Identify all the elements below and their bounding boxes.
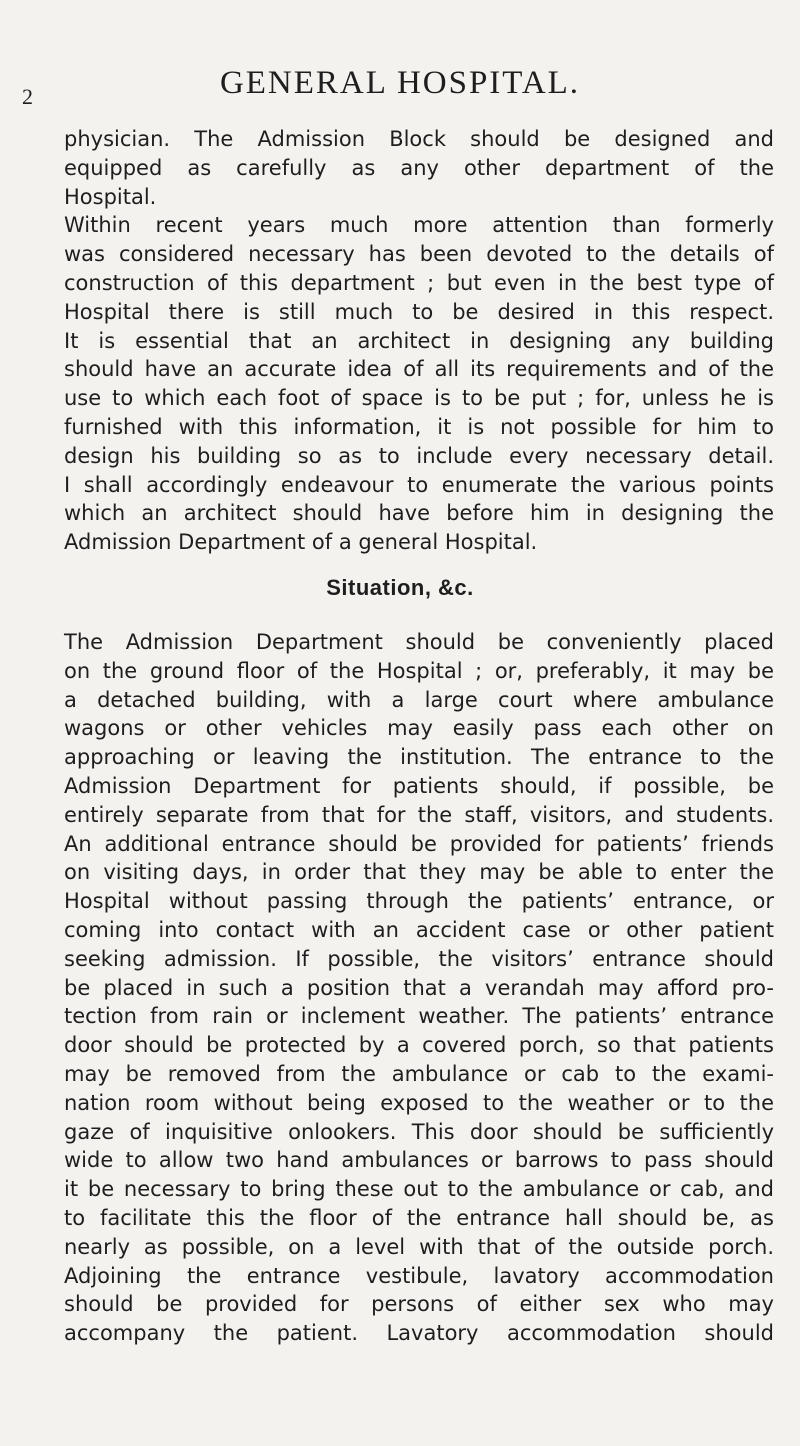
text-line: The Admission Department should be conveniently placed xyxy=(64,630,774,654)
text-line: An additional entrance should be provided for patients’ friends xyxy=(64,831,774,856)
text-line: design his building so as to include every necessary detail. xyxy=(64,443,774,468)
running-head: GENERAL HOSPITAL. xyxy=(219,65,581,101)
text-line: gaze of inquisitive onlookers. This door should be sufficiently xyxy=(64,1119,774,1144)
text-line: Within recent years much more attention than formerly xyxy=(64,213,774,238)
text-line: wide to allow two hand ambulances or barrows to pass should xyxy=(64,1148,774,1173)
text-line: wagons or other vehicles may easily pass each other on xyxy=(64,716,774,741)
text-line: should have an accurate idea of all its requirements and of the xyxy=(64,357,774,382)
text-line: door should be protected by a covered porch, so that patients xyxy=(64,1033,774,1058)
text-line: nearly as possible, on a level with that of the outside porch. xyxy=(64,1234,774,1259)
text-line: Admission Department of a general Hospital. xyxy=(64,530,538,555)
text-line: furnished with this information, it is not possible for him to xyxy=(64,414,774,439)
text-line: Admission Department for patients should, if possible, be xyxy=(64,773,774,798)
text-line: it be necessary to bring these out to the ambulance or cab, and xyxy=(64,1177,774,1202)
page-number: 2 xyxy=(22,84,33,109)
text-line: Hospital. xyxy=(64,184,157,209)
text-line: coming into contact with an accident case or other patient xyxy=(64,917,774,942)
text-line: on the ground floor of the Hospital ; or, preferably, it may be xyxy=(64,658,774,683)
text-line: Adjoining the entrance vestibule, lavatory accommodation xyxy=(64,1263,774,1288)
text-line: physician. The Admission Block should be designed and xyxy=(64,127,774,151)
text-line: seeking admission. If possible, the visitors’ entrance should xyxy=(64,946,774,971)
text-line: to facilitate this the floor of the entrance hall should be, as xyxy=(64,1205,774,1230)
paragraph-3 xyxy=(64,628,774,1348)
text-line: accompany the patient. Lavatory accommodation should xyxy=(64,1321,774,1346)
text-line: a detached building, with a large court where ambulance xyxy=(64,687,774,712)
text-line: on visiting days, in order that they may be able to enter the xyxy=(64,860,774,885)
text-line: construction of this department ; but even in the best type of xyxy=(64,270,774,295)
text-line: use to which each foot of space is to be put ; for, unless he is xyxy=(64,386,774,411)
text-line: be placed in such a position that a verandah may afford pro- xyxy=(64,975,774,1000)
text-line: tection from rain or inclement weather. The patients’ entrance xyxy=(64,1004,774,1029)
section-heading: Situation, &c. xyxy=(326,575,474,600)
text-line: was considered necessary has been devoted to the details of xyxy=(64,242,774,267)
paragraph-1 xyxy=(64,125,774,211)
text-line: equipped as carefully as any other department of the xyxy=(64,155,774,180)
text-line: which an architect should have before him in designing the xyxy=(64,501,774,526)
text-line: entirely separate from that for the staff, visitors, and students. xyxy=(64,802,774,827)
body-text-lower xyxy=(64,628,774,1348)
paragraph-2 xyxy=(64,211,774,557)
text-line: nation room without being exposed to the weather or to the xyxy=(64,1090,774,1115)
text-line: Hospital there is still much to be desired in this respect. xyxy=(64,299,774,324)
text-line: Hospital without passing through the patients’ entrance, or xyxy=(64,889,774,914)
text-line: approaching or leaving the institution. The entrance to the xyxy=(64,745,774,770)
text-line: should be provided for persons of either sex who may xyxy=(64,1292,774,1317)
text-line: may be removed from the ambulance or cab to the exami- xyxy=(64,1061,774,1086)
text-line: I shall accordingly endeavour to enumerate the various points xyxy=(64,472,774,497)
text-line: It is essential that an architect in designing any building xyxy=(64,328,774,353)
body-text-upper xyxy=(64,125,774,557)
